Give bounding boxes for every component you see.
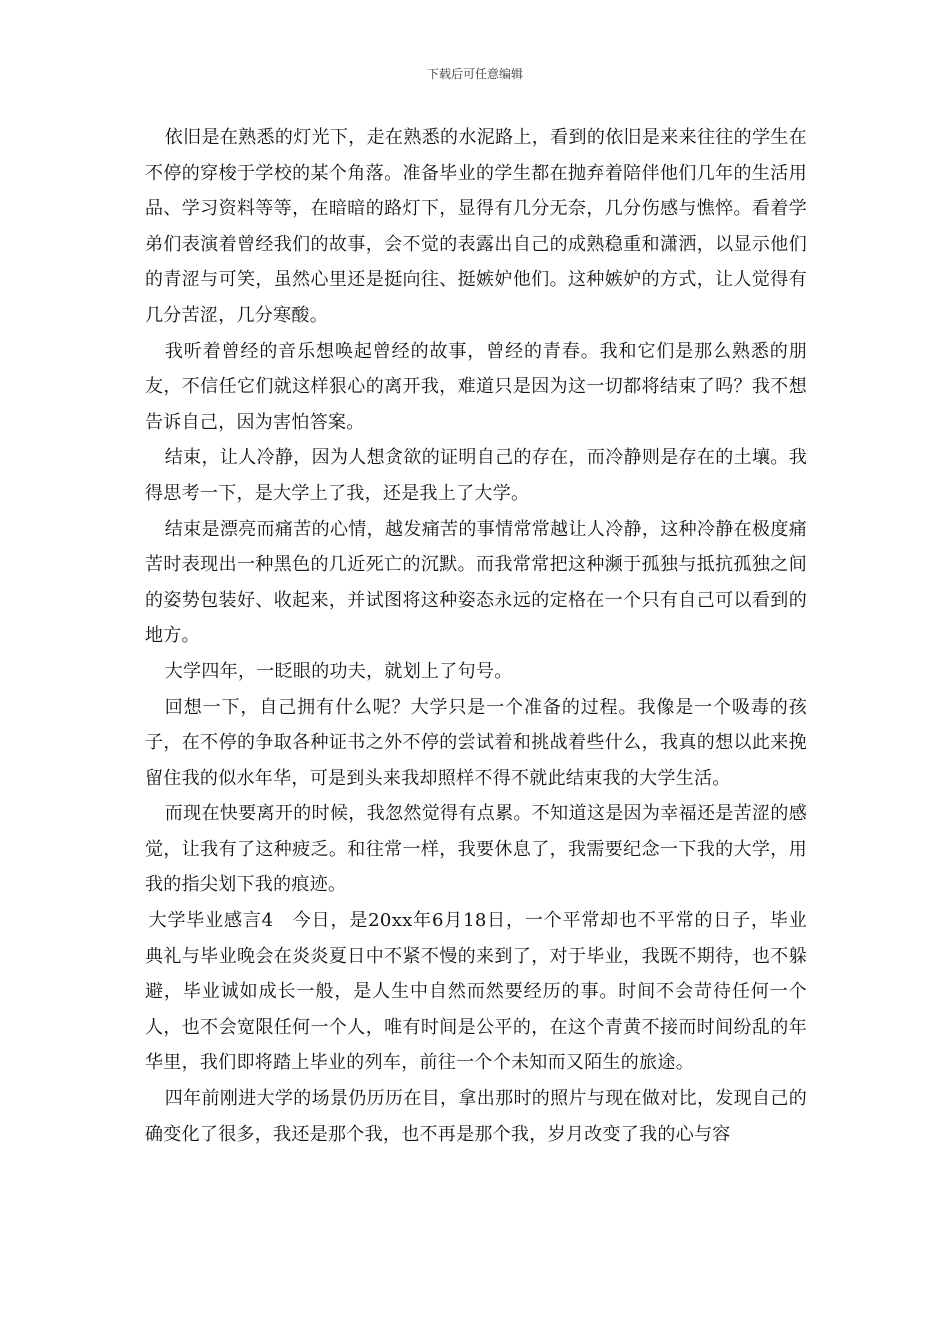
- paragraph-6: 回想一下，自己拥有什么呢？大学只是一个准备的过程。我像是一个吸毒的孩子，在不停的争取各种证书之外不停的尝试着和挑战着些什么，我真的想以此来挽留住我的似水年华，可是到头来我却照样不得不就此结束我的大学生活。: [145, 696, 807, 789]
- paragraph-9: 四年前刚进大学的场景仍历历在目，拿出那时的照片与现在做对比，发现自己的确变化了很多，我还是那个我，也不再是那个我，岁月改变了我的心与容: [145, 1088, 807, 1145]
- paragraph-5: 大学四年，一眨眼的功夫，就划上了句号。: [164, 660, 513, 682]
- paragraph-4: 结束是漂亮而痛苦的心情，越发痛苦的事情常常越让人冷静，这种冷静在极度痛苦时表现出一种黑色的几近死亡的沉默。而我常常把这种濒于孤独与抵抗孤独之间的姿势包装好、收起来，并试图将这种姿态永远的定格在一个只有自己可以看到的地方。: [145, 518, 807, 647]
- paragraph-1: 依旧是在熟悉的灯光下，走在熟悉的水泥路上，看到的依旧是来来往往的学生在不停的穿梭于学校的某个角落。准备毕业的学生都在抛弃着陪伴他们几年的生活用品、学习资料等等，在暗暗的路灯下，显得有几分无奈，几分伤感与憔悴。看着学弟们表演着曾经我们的故事，会不觉的表露出自己的成熟稳重和潇洒，以显示他们的青涩与可笑，虽然心里还是挺向往、挺嫉妒他们。这种嫉妒的方式，让人觉得有几分苦涩，几分寒酸。: [145, 127, 807, 326]
- paragraph-2: 我听着曾经的音乐想唤起曾经的故事，曾经的青春。我和它们是那么熟悉的朋友，不信任它们就这样狠心的离开我，难道只是因为这一切都将结束了吗？我不想告诉自己，因为害怕答案。: [145, 340, 807, 433]
- paragraph-7: 而现在快要离开的时候，我忽然觉得有点累。不知道这是因为幸福还是苦涩的感觉，让我有了这种疲乏。和往常一样，我要休息了，我需要纪念一下我的大学，用我的指尖划下我的痕迹。: [145, 803, 807, 896]
- paragraph-8: 大学毕业感言4 今日，是20xx年6月18日，一个平常却也不平常的日子，毕业典礼与毕业晚会在炎炎夏日中不紧不慢的来到了，对于毕业，我既不期待，也不躲避，毕业诚如成长一般，是人生中自然而然要经历的事。时间不会苛待任何一个人，也不会宽限任何一个人，唯有时间是公平的，在这个青黄不接而时间纷乱的年华里，我们即将踏上毕业的列车，前往一个个未知而又陌生的旅途。: [145, 910, 807, 1074]
- document-body: [145, 120, 807, 1152]
- page-header: 下载后可任意编辑: [426, 67, 523, 81]
- paragraph-3: 结束，让人冷静，因为人想贪欲的证明自己的存在，而冷静则是存在的土壤。我得思考一下，是大学上了我，还是我上了大学。: [145, 447, 807, 504]
